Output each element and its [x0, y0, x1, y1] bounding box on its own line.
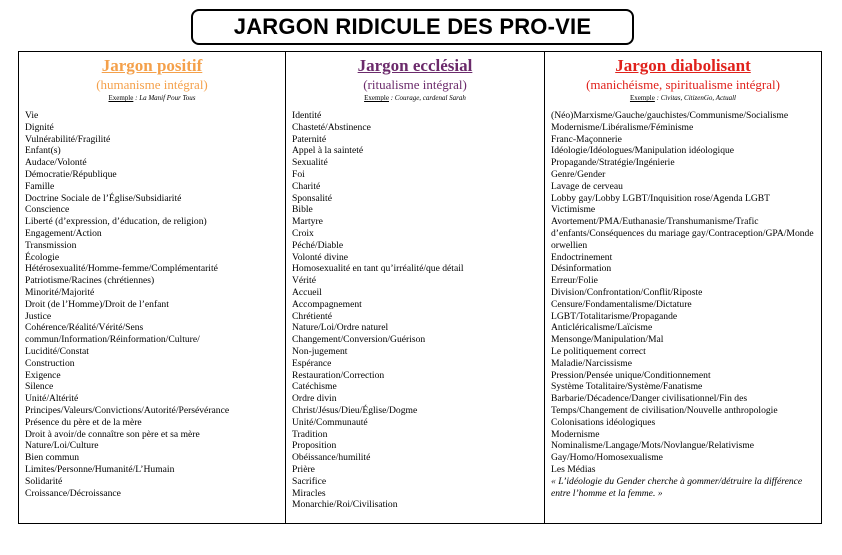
column-heading: Jargon positif — [101, 56, 203, 75]
term-item: Limites/Personne/Humanité/L’Humain — [25, 463, 175, 475]
term-item: Division/Confrontation/Conflit/Riposte — [551, 286, 703, 298]
column-header — [19, 52, 285, 110]
term-item: Vulnérabilité/Fragilité — [25, 133, 111, 145]
term-item: Sexualité — [292, 157, 328, 169]
term-item: Victimisme — [551, 204, 596, 216]
term-item: Idéologie/Idéologues/Manipulation idéologique — [551, 145, 735, 157]
example-label: Exemple — [364, 94, 389, 102]
term-item: Identité — [292, 110, 322, 121]
term-item: Accompagnement — [292, 298, 362, 310]
term-item: Homosexualité en tant qu’irréalité/que détail — [292, 263, 464, 275]
term-item: Minorité/Majorité — [25, 286, 95, 298]
term-item: Avortement/PMA/Euthanasie/Transhumanisme/Trafic d’enfants/Conséquences du mariage gay/Contraception/GPA/Monde orwellien — [551, 216, 814, 251]
term-item: Foi — [292, 168, 305, 180]
term-item: Erreur/Folie — [551, 275, 598, 287]
term-item: Martyre — [292, 216, 323, 228]
term-item: Bible — [292, 204, 313, 216]
term-item: (Néo)Marxisme/Gauche/gauchistes/Communisme/Socialisme — [551, 110, 789, 121]
term-item: Désinformation — [551, 263, 612, 275]
term-item: Justice — [25, 310, 52, 322]
term-item: Chasteté/Abstinence — [292, 121, 371, 133]
example-value: : La Manif Pour Tous — [133, 94, 196, 102]
term-item: Sacrifice — [292, 475, 327, 487]
term-list — [286, 110, 544, 511]
term-item: Charité — [292, 180, 321, 192]
term-item: Modernisme — [551, 428, 600, 440]
column-example — [19, 94, 285, 103]
term-item: Patriotisme/Racines (chrétiennes) — [25, 275, 155, 287]
term-item: Famille — [25, 180, 55, 192]
column-example — [286, 94, 544, 103]
column-header — [286, 52, 544, 110]
term-item: Les Médias — [551, 463, 596, 475]
term-item: Prière — [292, 463, 315, 475]
example-value: : Courage, cardenal Sarah — [388, 94, 466, 102]
term-item: commun/Information/Réinformation/Culture/ — [25, 334, 200, 346]
term-item: Appel à la sainteté — [292, 145, 364, 157]
term-item: « L’idéologie du Gender cherche à gommer/détruire la différence entre l’homme et la femme. » — [551, 475, 803, 499]
term-item: Sponsalité — [292, 192, 332, 204]
term-item: Non-jugement — [292, 345, 348, 357]
term-item: Modernisme/Libéralisme/Féminisme — [551, 121, 694, 133]
term-item: Chrétienté — [292, 310, 332, 322]
term-item: Lobby gay/Lobby LGBT/Inquisition rose/Agenda LGBT — [551, 192, 771, 204]
term-item: Franc-Maçonnerie — [551, 133, 622, 145]
term-item: Écologie — [25, 251, 60, 263]
term-item: Espérance — [292, 357, 332, 369]
term-item: Maladie/Narcissisme — [551, 357, 632, 369]
term-item: Exigence — [25, 369, 61, 381]
term-item: Anticléricalisme/Laïcisme — [551, 322, 653, 334]
column-example — [545, 94, 821, 103]
term-item: Pression/Pensée unique/Conditionnement — [551, 369, 711, 381]
term-item: Solidarité — [25, 475, 63, 487]
term-list — [19, 110, 285, 499]
term-item: Unité/Altérité — [25, 393, 79, 405]
example-label: Exemple — [629, 94, 655, 102]
term-item: Accueil — [292, 286, 322, 298]
column-ecclesial — [285, 52, 544, 523]
column-heading: Jargon ecclésial — [357, 56, 473, 75]
term-item: Volonté divine — [292, 251, 349, 263]
term-item: Système Totalitaire/Système/Fanatisme — [551, 381, 703, 393]
term-item: Tradition — [292, 428, 328, 440]
term-item: Transmission — [25, 239, 77, 251]
term-item: Conscience — [25, 204, 70, 216]
term-item: Le politiquement correct — [551, 345, 646, 357]
column-heading: Jargon diabolisant — [615, 56, 751, 75]
term-item: Bien commun — [25, 452, 80, 464]
example-label: Exemple — [108, 94, 134, 102]
term-item: Christ/Jésus/Dieu/Église/Dogme — [292, 404, 418, 416]
term-item: Dignité — [25, 121, 54, 133]
term-item: Hétérosexualité/Homme-femme/Complémentarité — [25, 263, 218, 275]
column-subheading: (humanisme intégral) — [96, 77, 208, 92]
term-item: Ordre divin — [292, 393, 337, 405]
term-item: Catéchisme — [292, 381, 337, 393]
term-item: Audace/Volonté — [25, 157, 87, 169]
term-item: Barbarie/Décadence/Danger civilisationnel/Fin des Temps/Changement de civilisation/Nouvelle anthropologie — [551, 393, 778, 416]
column-diabolisant — [544, 52, 821, 523]
term-list — [545, 110, 821, 499]
term-item: Croissance/Décroissance — [25, 487, 121, 499]
term-item: Paternité — [292, 133, 327, 145]
term-item: Doctrine Sociale de l’Église/Subsidiarité — [25, 192, 182, 204]
column-subheading: (ritualisme intégral) — [363, 77, 467, 92]
term-item: Changement/Conversion/Guérison — [292, 334, 426, 346]
term-item: Démocratie/République — [25, 168, 117, 180]
term-item: Silence — [25, 381, 54, 393]
term-item: Nature/Loi/Ordre naturel — [292, 322, 389, 334]
column-header — [545, 52, 821, 110]
term-item: Construction — [25, 357, 75, 369]
example-value: : Civitas, CitizenGo, Actuall — [654, 94, 737, 102]
page-title: JARGON RIDICULE DES PRO-VIE — [233, 14, 592, 39]
term-item: Unité/Communauté — [292, 416, 368, 428]
term-item: Restauration/Correction — [292, 369, 385, 381]
term-item: Vie — [25, 110, 39, 121]
term-item: Miracles — [292, 487, 326, 499]
term-item: Enfant(s) — [25, 145, 61, 157]
term-item: Nature/Loi/Culture — [25, 440, 99, 452]
term-item: Monarchie/Roi/Civilisation — [292, 499, 398, 511]
term-item: Droit à avoir/de connaître son père et sa mère — [25, 428, 200, 440]
term-item: Mensonge/Manipulation/Mal — [551, 334, 664, 346]
term-item: Engagement/Action — [25, 227, 102, 239]
term-item: Vérité — [292, 275, 316, 287]
term-item: Lavage de cerveau — [551, 180, 623, 192]
term-item: Liberté (d’expression, d’éducation, de religion) — [25, 216, 207, 228]
term-item: Colonisations idéologiques — [551, 416, 656, 428]
term-item: Proposition — [292, 440, 337, 452]
title-box — [191, 9, 634, 45]
term-item: Présence du père et de la mère — [25, 416, 142, 428]
term-item: Croix — [292, 227, 314, 239]
term-item: Obéissance/humilité — [292, 452, 371, 464]
term-item: Nominalisme/Langage/Mots/Novlangue/Relativisme — [551, 440, 755, 452]
term-item: Propagande/Stratégie/Ingénierie — [551, 157, 675, 169]
term-item: Droit (de l’Homme)/Droit de l’enfant — [25, 298, 169, 310]
term-item: Péché/Diable — [292, 239, 344, 251]
term-item: Endoctrinement — [551, 251, 613, 263]
term-item: Censure/Fondamentalisme/Dictature — [551, 298, 692, 310]
column-positif — [19, 52, 285, 523]
term-item: Principes/Valeurs/Convictions/Autorité/Persévérance — [25, 404, 230, 416]
jargon-table — [18, 51, 822, 524]
column-subheading: (manichéisme, spiritualisme intégral) — [586, 77, 780, 92]
term-item: LGBT/Totalitarisme/Propagande — [551, 310, 678, 322]
term-item: Gay/Homo/Homosexualisme — [551, 452, 663, 464]
term-item: Genre/Gender — [551, 168, 606, 180]
term-item: Lucidité/Constat — [25, 345, 89, 357]
term-item: Cohérence/Réalité/Vérité/Sens — [25, 322, 144, 334]
